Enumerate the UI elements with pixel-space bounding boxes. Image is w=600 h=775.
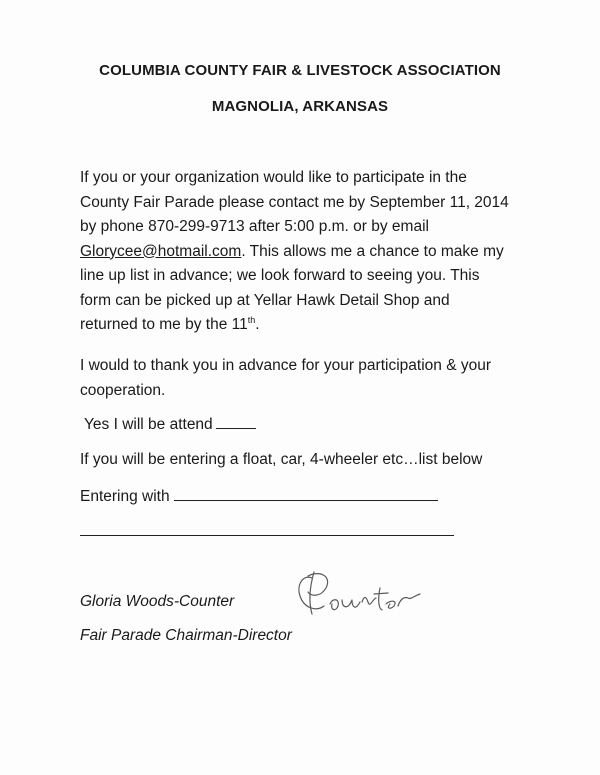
paragraph-line: County Fair Parade please contact me by September 11, 2014	[80, 193, 509, 211]
handwritten-signature	[290, 566, 430, 626]
email-link[interactable]: Glorycee@hotmail.com	[80, 242, 242, 260]
signer-name: Gloria Woods-Counter	[80, 593, 235, 610]
paragraph-line: If you or your organization would like to participate in the	[80, 169, 467, 186]
paragraph-line: I would to thank you in advance for your participation & your	[80, 357, 491, 374]
signer-title: Fair Parade Chairman-Director	[80, 627, 292, 644]
paragraph-line	[80, 240, 550, 265]
paragraph-text: . This allows me a chance to make my	[241, 242, 504, 260]
participation-paragraph	[80, 166, 550, 338]
attend-row	[84, 414, 256, 434]
paragraph-line: by phone 870-299-9713 after 5:00 p.m. or by email	[80, 218, 429, 235]
attend-label: Yes I will be attend	[84, 416, 213, 433]
ordinal-suffix: th	[247, 314, 256, 325]
entering-instructions: If you will be entering a float, car, 4-wheeler etc…list below	[80, 451, 483, 468]
location-heading: MAGNOLIA, ARKANSAS	[211, 98, 389, 115]
entering-blank-field[interactable]	[174, 486, 438, 501]
entering-label: Entering with	[80, 488, 170, 505]
paragraph-line: cooperation.	[80, 381, 166, 399]
paragraph-line	[80, 313, 550, 338]
paragraph-line: form can be picked up at Yellar Hawk Detail Shop and	[80, 291, 450, 309]
paragraph-line: line up list in advance; we look forward to seeing you. This	[80, 267, 480, 284]
attend-blank-field[interactable]	[216, 414, 256, 429]
thanks-paragraph	[80, 354, 550, 403]
paragraph-text: .	[255, 316, 260, 333]
paragraph-text: returned to me by the 11	[80, 316, 248, 333]
entering-blank-line-2[interactable]	[80, 535, 454, 536]
organization-heading: COLUMBIA COUNTY FAIR & LIVESTOCK ASSOCIATION	[99, 62, 501, 79]
entering-row	[80, 486, 438, 506]
